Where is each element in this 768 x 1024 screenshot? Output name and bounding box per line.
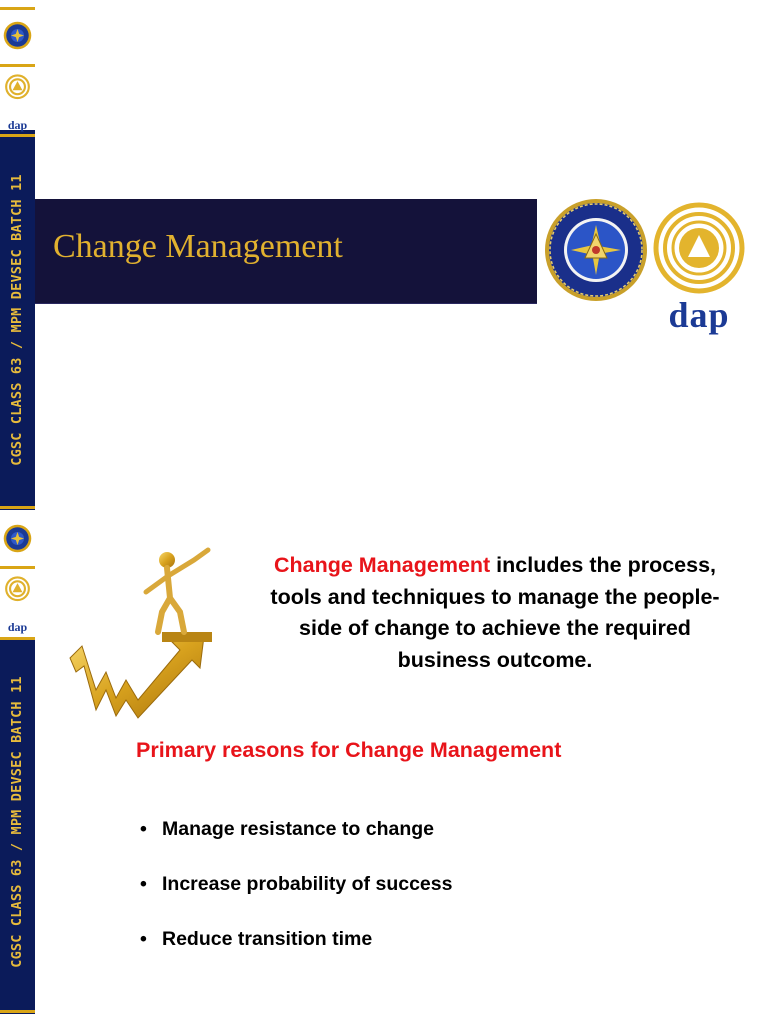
reason-text: Increase probability of success bbox=[162, 873, 453, 895]
bullet-icon: • bbox=[140, 928, 147, 950]
definition-highlight: Change Management bbox=[273, 553, 491, 577]
dap-small-label: dap bbox=[7, 118, 28, 132]
definition-text bbox=[250, 550, 740, 676]
definition-rest: includes the process, tools and techniques to manage the people-side of change to achieve the required business outcome. bbox=[270, 553, 720, 672]
sidebar-strip bbox=[0, 0, 35, 1024]
bullet-icon: • bbox=[140, 818, 147, 840]
sidebar-caption: CGSC CLASS 63 / MPM DEVSEC BATCH 11 bbox=[9, 174, 25, 466]
figure-on-rising-arrow-icon bbox=[62, 540, 262, 725]
dap-logo-label: dap bbox=[668, 295, 730, 335]
sidebar-gold-line bbox=[0, 1010, 35, 1013]
reason-text: Reduce transition time bbox=[162, 928, 373, 950]
dap-logo-icon bbox=[3, 576, 32, 610]
reasons-heading: Primary reasons for Change Management bbox=[136, 738, 562, 762]
dap-small-label: dap bbox=[7, 620, 28, 634]
page-title: Change Management bbox=[53, 228, 343, 265]
sidebar-gold-line bbox=[0, 566, 35, 569]
reason-text: Manage resistance to change bbox=[162, 818, 435, 840]
list-item bbox=[140, 869, 452, 924]
reasons-list bbox=[140, 814, 452, 979]
dap-logo-icon bbox=[3, 74, 32, 108]
sidebar-gold-line bbox=[0, 7, 35, 10]
list-item bbox=[140, 924, 452, 979]
list-item bbox=[140, 814, 452, 869]
sidebar-caption: CGSC CLASS 63 / MPM DEVSEC BATCH 11 bbox=[9, 676, 25, 968]
sidebar-gold-line bbox=[0, 134, 35, 137]
sidebar-logo-block bbox=[0, 1014, 35, 1024]
seal-icon bbox=[3, 21, 32, 50]
sidebar-gold-line bbox=[0, 637, 35, 640]
sidebar-gold-line bbox=[0, 506, 35, 509]
bullet-icon: • bbox=[140, 873, 147, 895]
seal-icon bbox=[3, 524, 32, 553]
command-seal-icon bbox=[544, 198, 648, 302]
sidebar-gold-line bbox=[0, 64, 35, 67]
